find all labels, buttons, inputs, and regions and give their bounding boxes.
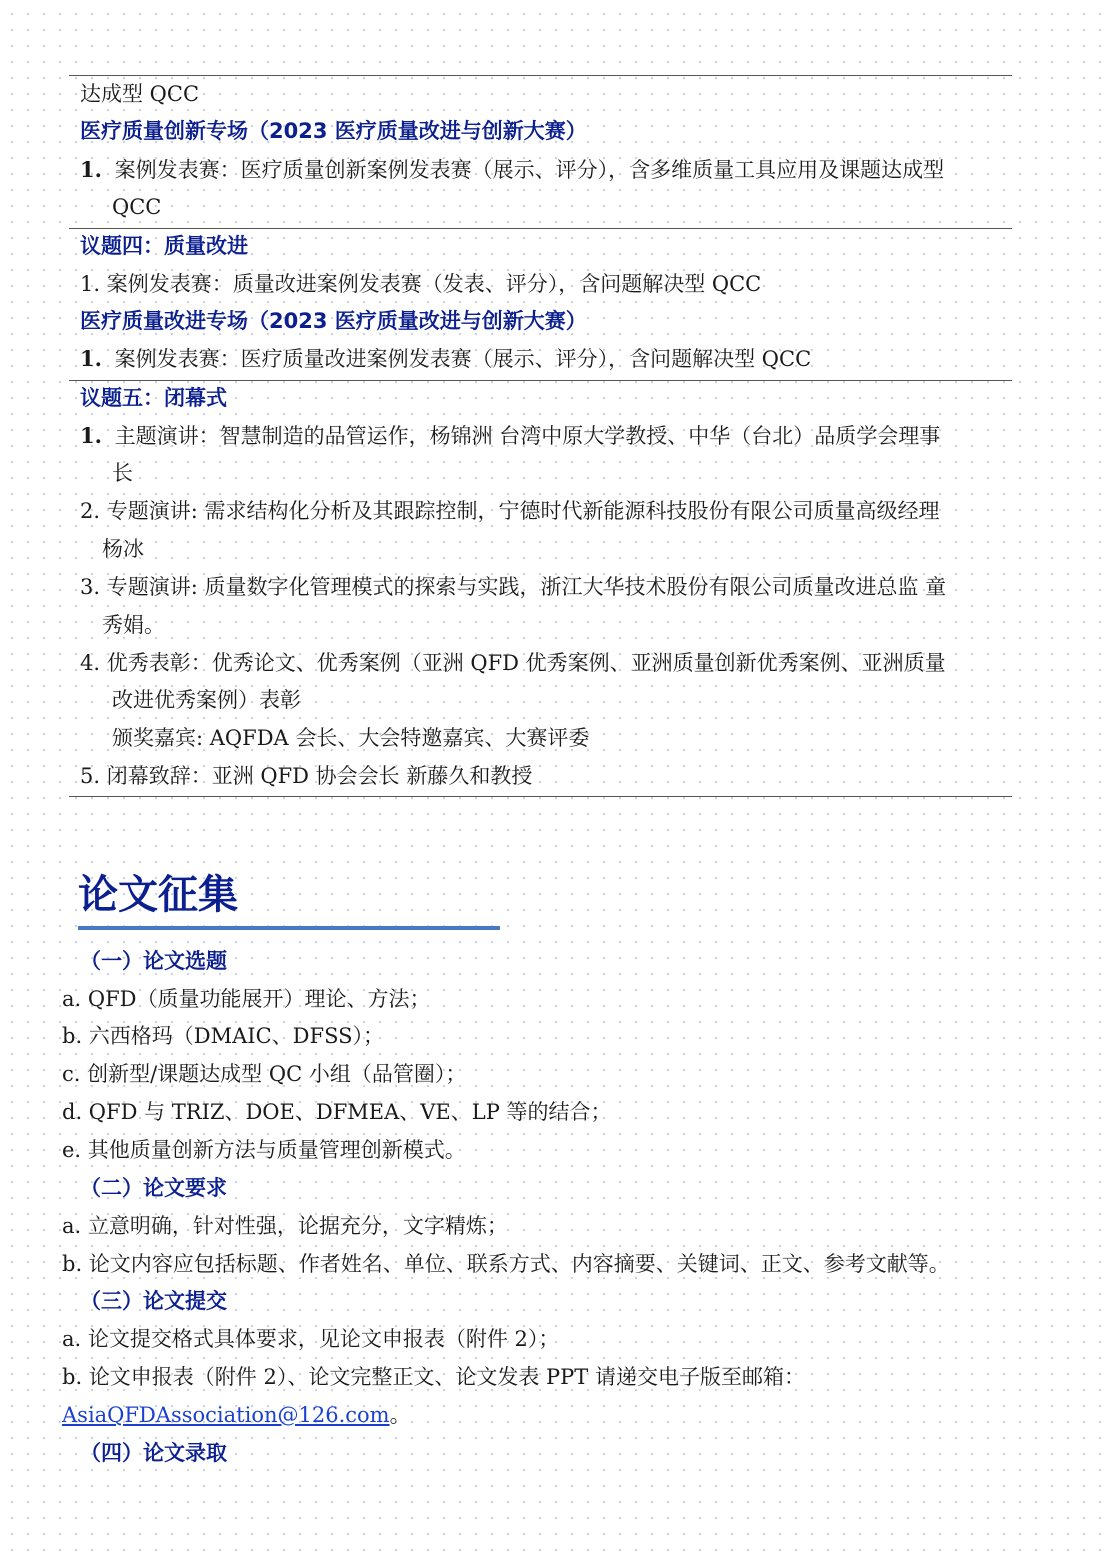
special-innovation-item-1-cont: QCC: [112, 195, 162, 219]
topic5-item-4-presenters: 颁奖嘉宾: AQFDA 会长、大会特邀嘉宾、大赛评委: [112, 726, 590, 750]
list-item: b. 论文内容应包括标题、作者姓名、单位、联系方式、内容摘要、关键词、正文、参考文献等。: [62, 1252, 950, 1276]
email-line: [62, 1401, 411, 1429]
item-text: 案例发表赛：医疗质量改进案例发表赛（展示、评分），含问题解决型 QCC: [114, 347, 812, 371]
section-heading: 论文征集: [78, 871, 238, 918]
topic5-title: 议题五：闭幕式: [80, 385, 227, 410]
item-number: 1.: [80, 346, 102, 371]
row-divider: [69, 228, 1012, 229]
subsection-title-acceptance: （四）论文录取: [80, 1440, 227, 1465]
item-text: 案例发表赛：医疗质量创新案例发表赛（展示、评分），含多维质量工具应用及课题达成型: [114, 158, 945, 182]
topic5-item-5: 5. 闭幕致辞：亚洲 QFD 协会会长 新藤久和教授: [80, 764, 533, 788]
table-top-border: [69, 75, 1012, 76]
list-item: a. QFD（质量功能展开）理论、方法；: [62, 987, 431, 1011]
heading-underline: [78, 926, 500, 930]
item-text: 主题演讲：智慧制造的品管运作，杨锦洲 台湾中原大学教授、中华（台北）品质学会理事: [114, 424, 941, 448]
email-link[interactable]: AsiaQFDAssociation@126.com: [62, 1403, 390, 1427]
special-improvement-item-1: [80, 345, 811, 373]
email-suffix: 。: [389, 1403, 411, 1427]
topic5-item-2: 2. 专题演讲: 需求结构化分析及其跟踪控制，宁德时代新能源科技股份有限公司质量高级经理: [80, 499, 940, 523]
topic5-item-3-cont: 秀娟。: [102, 613, 165, 637]
subsection-title-requirements: （二）论文要求: [80, 1175, 227, 1200]
item-number: 1.: [80, 157, 102, 182]
item-number: 1.: [80, 423, 102, 448]
topic5-item-1-cont: 长: [112, 461, 133, 485]
topic5-item-4: 4. 优秀表彰：优秀论文、优秀案例（亚洲 QFD 优秀案例、亚洲质量创新优秀案例、亚洲质量: [80, 651, 946, 675]
topic5-item-1: [80, 422, 940, 450]
agenda-fragment: 达成型 QCC: [80, 82, 200, 106]
list-item: b. 六西格玛（DMAIC、DFSS）；: [62, 1024, 384, 1048]
topic4-title: 议题四：质量改进: [80, 233, 248, 258]
topic5-item-3: 3. 专题演讲: 质量数字化管理模式的探索与实践，浙江大华技术股份有限公司质量改进总监 童: [80, 575, 947, 599]
list-item: e. 其他质量创新方法与质量管理创新模式。: [62, 1138, 466, 1162]
subsection-title-topics: （一）论文选题: [80, 948, 227, 973]
list-item: b. 论文申报表（附件 2）、论文完整正文、论文发表 PPT 请递交电子版至邮箱：: [62, 1365, 805, 1389]
list-item: a. 立意明确，针对性强，论据充分，文字精炼；: [62, 1214, 508, 1238]
subsection-title-submission: （三）论文提交: [80, 1288, 227, 1313]
special-innovation-item-1: [80, 156, 944, 184]
special-innovation-title: 医疗质量创新专场（2023 医疗质量改进与创新大赛）: [80, 119, 587, 143]
table-bottom-border: [69, 796, 1012, 797]
list-item: a. 论文提交格式具体要求，见论文申报表（附件 2）；: [62, 1327, 560, 1351]
list-item: d. QFD 与 TRIZ、DOE、DFMEA、VE、LP 等的结合；: [62, 1100, 612, 1124]
special-improvement-title: 医疗质量改进专场（2023 医疗质量改进与创新大赛）: [80, 309, 587, 333]
row-divider: [69, 380, 1012, 381]
topic5-item-4-cont: 改进优秀案例）表彰: [112, 688, 301, 712]
list-item: c. 创新型/课题达成型 QC 小组（品管圈）；: [62, 1062, 467, 1086]
topic5-item-2-cont: 杨冰: [102, 537, 144, 561]
topic4-item-1: 1. 案例发表赛：质量改进案例发表赛（发表、评分），含问题解决型 QCC: [80, 272, 762, 296]
